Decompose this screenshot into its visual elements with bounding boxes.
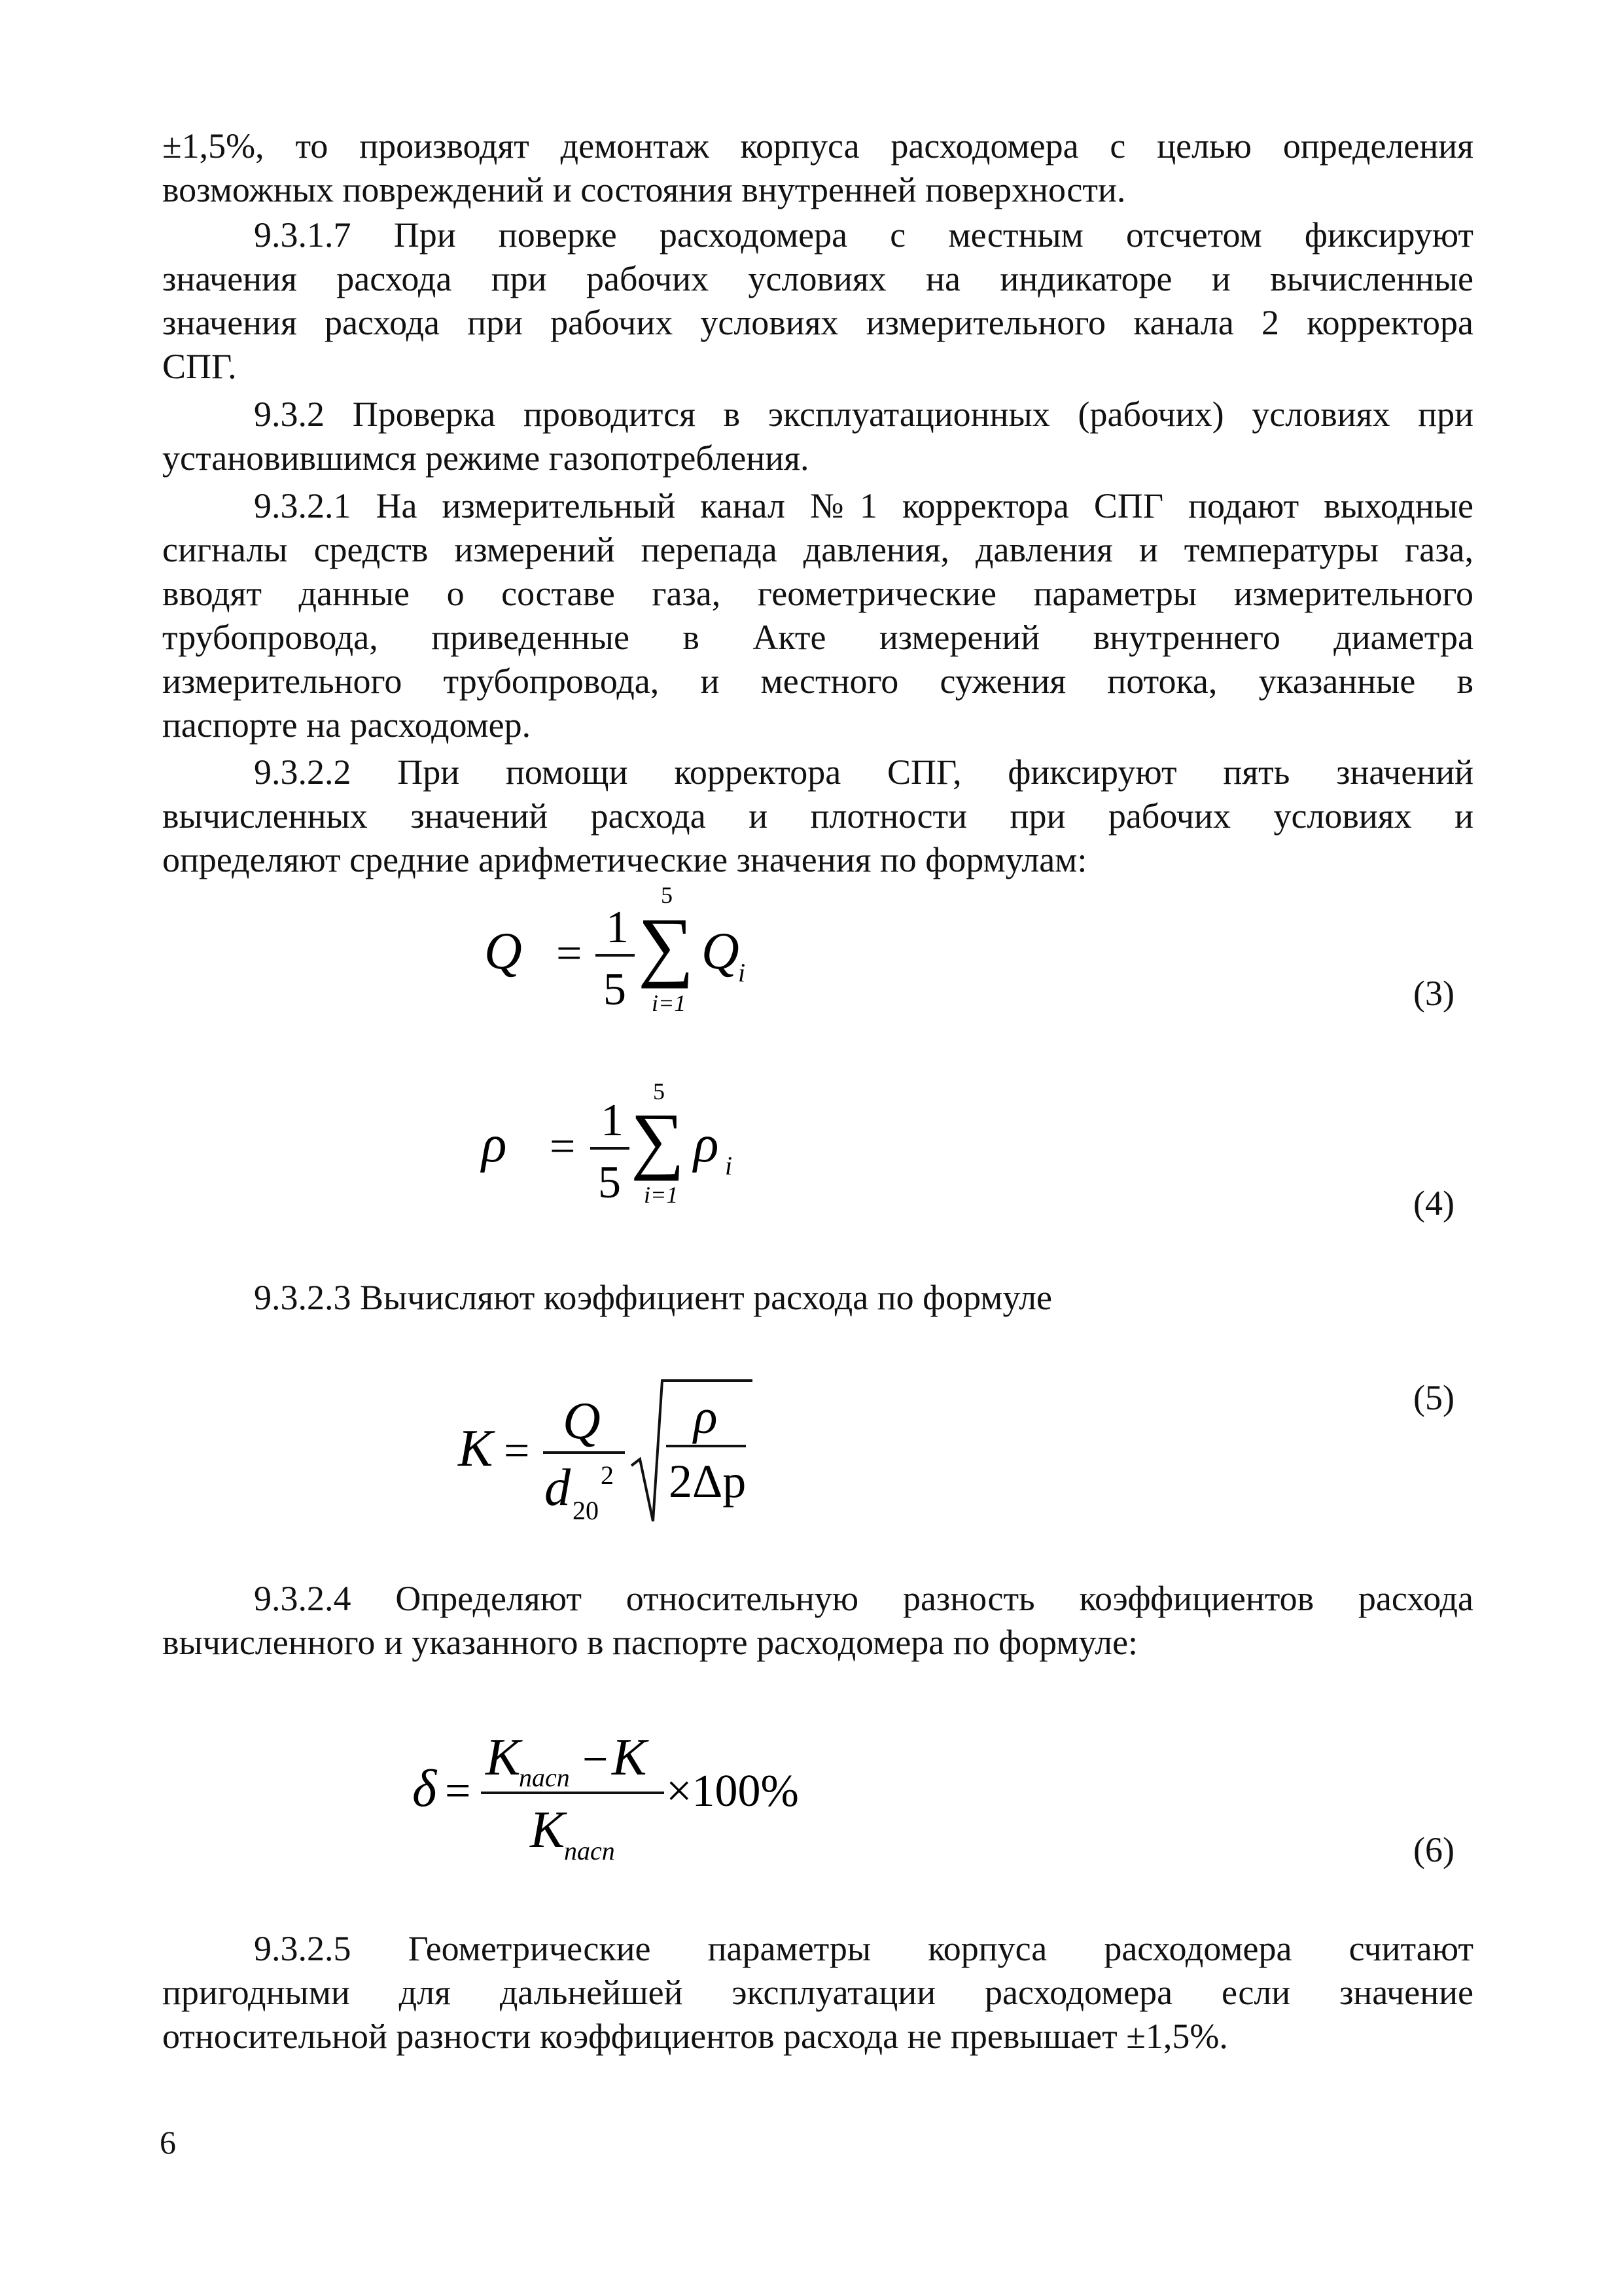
text-line: относительной разности коэффициентов расхода не превышает ±1,5%. (162, 2017, 1228, 2056)
formula-term-subscript: i (738, 958, 746, 987)
text-line: 9.3.2.4 Определяют относительную разность коэффициентов расхода (254, 1579, 1473, 1618)
sum-upper-limit: 5 (653, 1078, 665, 1104)
formula-lhs: δ (412, 1760, 437, 1818)
formula-denominator: 5 (598, 1157, 621, 1208)
formula-equals: = (504, 1426, 530, 1476)
numerator-variable: K (485, 1729, 521, 1786)
denominator-variable: d (544, 1459, 571, 1517)
equation-number-6: (6) (1413, 1830, 1455, 1869)
formula-numerator: 1 (606, 902, 629, 953)
formula-equals: = (445, 1766, 471, 1816)
paragraph-9-3-2-1 (162, 484, 1473, 747)
sum-lower-limit: i=1 (644, 1182, 679, 1208)
paragraph-9-3-1-7 (162, 213, 1473, 389)
times-percent: ×100% (666, 1766, 799, 1816)
text-line: определяют средние арифметические значения по формулам: (162, 840, 1087, 879)
root-denominator: 2Δp (669, 1455, 747, 1508)
paragraph-9-3-2-5 (162, 1927, 1473, 2058)
denominator-subscript: пасп (564, 1836, 615, 1865)
denominator-variable: K (530, 1801, 565, 1859)
text-line: СПГ. (162, 347, 237, 386)
formula-term: Q (701, 923, 739, 980)
formula-lhs: Q (484, 923, 522, 980)
formula-flow-coefficient (445, 1368, 811, 1538)
formula-numerator: Q (563, 1392, 601, 1450)
formula-equals: = (550, 1122, 576, 1172)
paragraph-9-3-2-3 (162, 1276, 1473, 1320)
paragraph-continuation (162, 124, 1473, 212)
denominator-subscript: 20 (573, 1496, 599, 1525)
sum-upper-limit: 5 (661, 882, 673, 908)
numerator-k: K (612, 1729, 647, 1786)
text-line: вычисленного и указанного в паспорте расходомера по формуле: (162, 1623, 1138, 1662)
text-line: значения расхода при рабочих условиях измерительного канала 2 корректора (162, 303, 1473, 342)
formula-numerator: 1 (601, 1095, 624, 1146)
text-line: 9.3.2.2 При помощи корректора СПГ, фиксируют пять значений (254, 752, 1473, 792)
paragraph-9-3-2-2 (162, 751, 1473, 882)
formula-lhs: K (458, 1420, 493, 1477)
paragraph-9-3-2-4 (162, 1577, 1473, 1665)
text-line: вводят данные о составе газа, геометрические параметры измерительного (162, 574, 1473, 613)
equation-number-3: (3) (1413, 974, 1455, 1013)
text-line: 9.3.1.7 При поверке расходомера с местным отсчетом фиксируют (254, 215, 1473, 255)
sum-lower-limit: i=1 (652, 990, 686, 1016)
text-line: значения расхода при рабочих условиях на индикаторе и вычисленные (162, 259, 1473, 298)
text-line: 9.3.2.3 Вычисляют коэффициент расхода по формуле (254, 1278, 1053, 1317)
text-line: возможных повреждений и состояния внутренней поверхности. (162, 170, 1126, 209)
text-line: 9.3.2.5 Геометрические параметры корпуса расходомера считают (254, 1929, 1473, 1968)
text-line: ±1,5%, то производят демонтаж корпуса расходомера с целью определения (162, 126, 1473, 166)
sum-symbol: ∑ (631, 1098, 684, 1181)
text-line: трубопровода, приведенные в Акте измерений внутреннего диаметра (162, 618, 1473, 657)
page-number: 6 (160, 2124, 176, 2161)
sum-symbol: ∑ (638, 902, 694, 989)
text-line: вычисленных значений расхода и плотности при рабочих условиях и (162, 796, 1473, 836)
formula-term: ρ (694, 1116, 719, 1173)
numerator-subscript: пасп (519, 1763, 570, 1792)
equation-number-5: (5) (1413, 1378, 1455, 1417)
formula-relative-difference (393, 1708, 890, 1878)
equation-number-4: (4) (1413, 1184, 1455, 1223)
formula-denominator: 5 (603, 964, 626, 1015)
formula-mean-flow (458, 877, 851, 1047)
denominator-superscript: 2 (601, 1460, 614, 1490)
text-line: сигналы средств измерений перепада давления, давления и температуры газа, (162, 530, 1473, 569)
paragraph-9-3-2 (162, 393, 1473, 480)
text-line: 9.3.2.1 На измерительный канал №1 корректора СПГ подают выходные (254, 486, 1473, 525)
root-numerator: ρ (694, 1389, 718, 1444)
text-line: 9.3.2 Проверка проводится в эксплуатационных (рабочих) условиях при (254, 395, 1473, 434)
formula-mean-density (458, 1073, 851, 1237)
text-line: паспорте на расходомер. (162, 705, 531, 745)
text-line: измерительного трубопровода, и местного сужения потока, указанные в (162, 662, 1473, 701)
formula-lhs: ρ (482, 1116, 507, 1173)
numerator-minus: − (582, 1735, 608, 1785)
text-line: пригодными для дальнейшей эксплуатации расходомера если значение (162, 1973, 1473, 2012)
formula-equals: = (556, 928, 582, 979)
text-line: установившимся режиме газопотребления. (162, 438, 809, 478)
formula-term-subscript: i (725, 1151, 733, 1180)
